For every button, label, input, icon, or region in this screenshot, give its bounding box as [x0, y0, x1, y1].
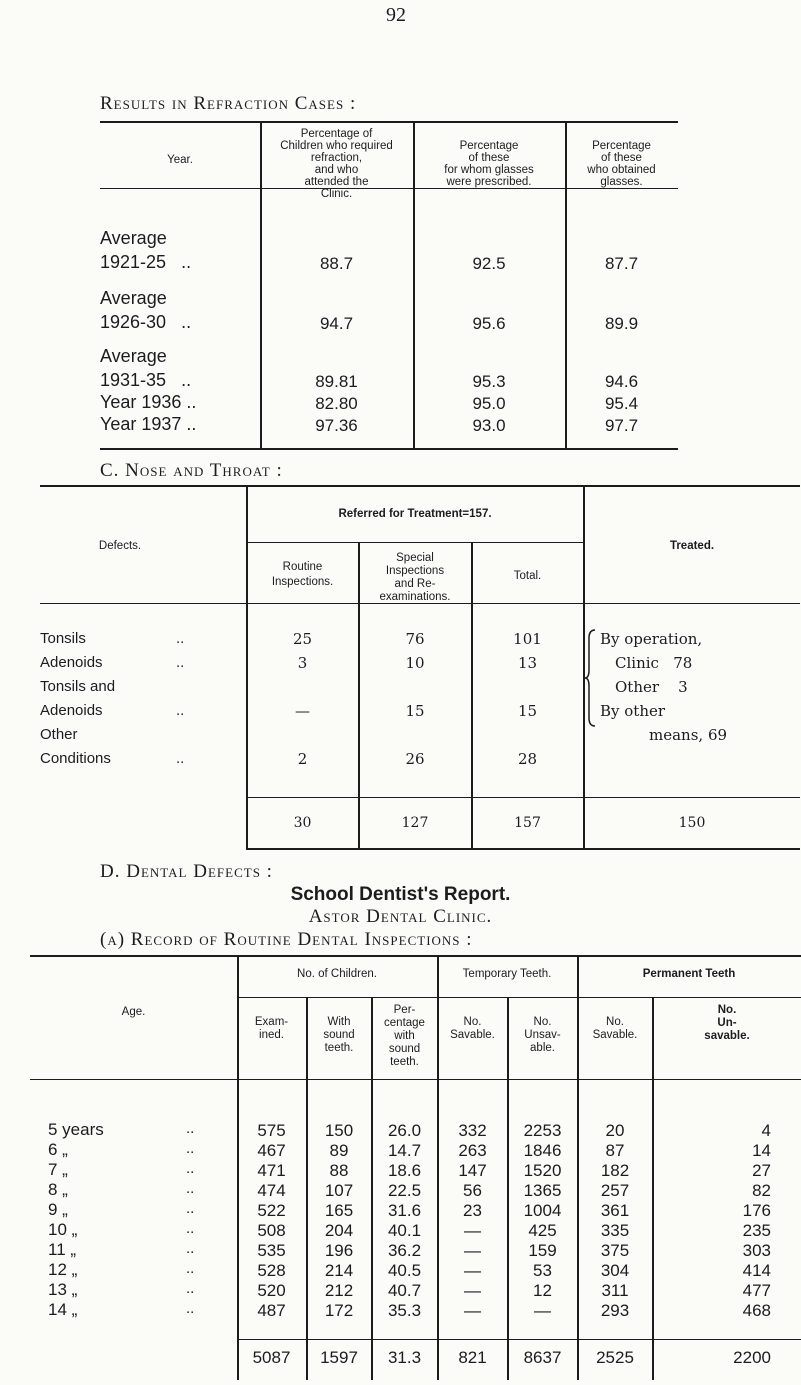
refraction-cell: 94.7 [319, 314, 354, 333]
dental-cell: 172 [324, 1301, 354, 1320]
dental-col-header: No. Savable. [592, 1016, 638, 1041]
dental-cell: 361 [600, 1201, 630, 1220]
dental-cell: 182 [600, 1161, 630, 1180]
dental-group-rule [237, 997, 801, 998]
dental-col-header: No. Unsav- able. [524, 1016, 561, 1054]
dental-age-label: 5 years [48, 1120, 104, 1139]
refraction-cell: 97.36 [315, 416, 358, 435]
dental-cell: 335 [600, 1221, 630, 1240]
nt-defect-label: Conditions .. [40, 750, 185, 767]
refraction-cell: 97.7 [604, 416, 639, 435]
refraction-cell: 88.7 [319, 254, 354, 273]
dental-cell: 4 [761, 1121, 771, 1140]
nt-defect-label: Tonsils and [40, 678, 116, 695]
dental-total-cell: 5087 [252, 1348, 291, 1367]
dental-cell: — [464, 1241, 481, 1260]
refraction-cell: 95.4 [604, 394, 639, 413]
dental-cell: 425 [528, 1221, 557, 1240]
dental-cell: 40.5 [387, 1261, 422, 1280]
dental-group-permanent: Permanent Teeth [642, 968, 736, 980]
dental-cell: 235 [742, 1221, 771, 1240]
refraction-cell: 93.0 [472, 416, 506, 435]
dental-leader-dots: .. [186, 1240, 195, 1257]
dental-leader-dots: .. [186, 1160, 195, 1177]
nt-total-cell: 150 [678, 815, 706, 831]
dental-cell: 150 [324, 1121, 354, 1140]
nt-header-routine: Routine Inspections. [271, 561, 334, 588]
dental-cell: 303 [742, 1241, 771, 1260]
dental-total-cell: 8637 [523, 1348, 562, 1367]
dental-cell: 14.7 [387, 1141, 422, 1160]
dental-cell: 2253 [523, 1121, 562, 1140]
refraction-cell: 95.6 [472, 314, 506, 333]
nt-header-referred: Referred for Treatment=157. [338, 508, 492, 520]
nt-defect-label: Adenoids .. [40, 702, 185, 719]
dental-title: D. Dental Defects : [100, 861, 273, 882]
dental-cell: 257 [600, 1181, 630, 1200]
nt-treated-line: Clinic 78 [615, 654, 693, 672]
refraction-row-label-top: Average [100, 228, 167, 248]
dental-cell: 304 [600, 1261, 630, 1280]
refraction-row-label: 1931-35 .. [100, 370, 192, 390]
dental-age-label: 11 „ [48, 1240, 77, 1259]
dental-cell: 487 [257, 1301, 286, 1320]
nt-cell: 3 [297, 654, 308, 672]
refraction-cell: 87.7 [604, 254, 639, 273]
dental-leader-dots: .. [186, 1300, 195, 1317]
nose-throat-title: C. Nose and Throat : [100, 460, 283, 481]
dental-cell: 159 [528, 1241, 557, 1260]
nt-cell: 101 [513, 630, 542, 648]
dental-age-label: 9 „ [48, 1200, 68, 1219]
dental-cell: 474 [257, 1181, 286, 1200]
dental-cell: 18.6 [387, 1161, 422, 1180]
refraction-bottom-rule [100, 448, 678, 450]
nt-top-rule [40, 485, 800, 487]
dental-cell: 575 [257, 1121, 286, 1140]
dental-cell: 1520 [523, 1161, 562, 1180]
dental-cell: 1365 [523, 1181, 562, 1200]
dental-clinic-title: Astor Dental Clinic. [308, 906, 493, 927]
dental-cell: 22.5 [387, 1181, 422, 1200]
dental-cell: 293 [600, 1301, 630, 1320]
refraction-header-obtained: Percentage of these who obtained glasses. [587, 140, 656, 188]
dental-cell: 1846 [523, 1141, 562, 1160]
dental-leader-dots: .. [186, 1120, 195, 1137]
dental-leader-dots: .. [186, 1220, 195, 1237]
dental-cell: — [464, 1301, 481, 1320]
refraction-row-label-top: Average [100, 346, 167, 366]
nt-total-rule [246, 797, 800, 798]
dental-cell: 12 [533, 1281, 552, 1300]
refraction-title: Results in Refraction Cases : [100, 93, 357, 114]
refraction-top-rule [100, 121, 678, 123]
nt-cell: 25 [292, 630, 313, 648]
refraction-header-year: Year. [167, 154, 193, 166]
dental-group-children: No. of Children. [297, 968, 377, 980]
dental-cell: 528 [257, 1261, 286, 1280]
dental-age-label: 7 „ [48, 1160, 68, 1179]
nt-defect-label: Other [40, 726, 78, 743]
dental-cell: 40.1 [387, 1221, 422, 1240]
refraction-row-label-top: Average [100, 288, 167, 308]
dental-age-label: 10 „ [48, 1220, 78, 1239]
dental-cell: — [464, 1261, 481, 1280]
nt-cell: 13 [517, 654, 538, 672]
dental-cell: 36.2 [387, 1241, 422, 1260]
dental-age-label: 14 „ [48, 1300, 78, 1319]
dental-cell: 20 [605, 1121, 625, 1140]
dental-cell: 165 [324, 1201, 354, 1220]
dental-cell: 471 [257, 1161, 286, 1180]
dental-header-age: Age. [121, 1006, 146, 1018]
nt-treated-line: By operation, [600, 630, 703, 648]
dental-cell: 56 [463, 1181, 482, 1200]
dental-leader-dots: .. [186, 1180, 195, 1197]
dental-cell: 26.0 [387, 1121, 422, 1140]
dental-cell: 520 [257, 1281, 286, 1300]
dental-cell: 332 [458, 1121, 487, 1140]
dental-cell: 89 [329, 1141, 349, 1160]
dental-cell: 477 [742, 1281, 771, 1300]
dental-cell: 82 [752, 1181, 771, 1200]
dental-cell: 35.3 [387, 1301, 422, 1320]
dental-cell: 1004 [523, 1201, 562, 1220]
dental-cell: 311 [601, 1281, 629, 1300]
nt-cell: 2 [297, 750, 308, 768]
dental-leader-dots: .. [186, 1140, 195, 1157]
dental-cell: 107 [324, 1181, 354, 1200]
nt-treated-line: means, 69 [649, 726, 728, 744]
nt-cell: 76 [405, 630, 425, 648]
refraction-row-label: Year 1936 .. [100, 392, 197, 412]
dental-col-header: No. Savable. [450, 1016, 495, 1041]
nt-treated-line: By other [600, 702, 666, 720]
dental-cell: 31.6 [387, 1201, 422, 1220]
dental-leader-dots: .. [186, 1260, 195, 1277]
dental-col-header: Exam- ined. [254, 1016, 289, 1041]
dental-cell: 147 [458, 1161, 487, 1180]
dental-cell: 87 [605, 1141, 625, 1160]
page-number: 92 [386, 4, 406, 26]
nt-treated-line: Other 3 [615, 678, 688, 696]
dental-top-rule [30, 955, 801, 957]
nt-cell: 10 [405, 654, 425, 672]
nt-cell: 26 [405, 750, 425, 768]
refraction-row-label: 1921-25 .. [100, 252, 192, 272]
nt-defect-label: Adenoids .. [40, 654, 185, 671]
nt-header-special: Special Inspections and Re- examinations. [379, 552, 451, 603]
dental-cell: 535 [257, 1241, 286, 1260]
dental-cell: 263 [458, 1141, 487, 1160]
nt-header-defects: Defects. [98, 540, 142, 552]
dental-total-cell: 2525 [596, 1348, 634, 1367]
dental-total-rule [237, 1339, 801, 1340]
nt-cell: 28 [517, 750, 538, 768]
refraction-row-label: Year 1937 .. [100, 414, 197, 434]
dental-cell: 40.7 [387, 1281, 422, 1300]
nt-cell: 15 [517, 702, 538, 720]
dental-total-cell: 2200 [733, 1348, 771, 1367]
dental-cell: 522 [257, 1201, 286, 1220]
refraction-cell: 95.0 [472, 394, 506, 413]
dental-record-title: (a) Record of Routine Dental Inspections : [100, 929, 473, 950]
refraction-cell: 95.3 [472, 372, 506, 391]
dental-cell: 414 [742, 1261, 771, 1280]
dental-header-rule [30, 1079, 801, 1080]
dental-cell: 214 [324, 1261, 354, 1280]
dental-cell: 23 [463, 1201, 482, 1220]
dental-leader-dots: .. [186, 1280, 195, 1297]
nt-header-total: Total. [513, 570, 542, 582]
nt-total-cell: 157 [514, 815, 541, 831]
dental-cell: 467 [257, 1141, 286, 1160]
dental-cell: 468 [742, 1301, 771, 1320]
dental-cell: — [534, 1301, 551, 1320]
nt-bottom-rule [246, 848, 800, 850]
dental-leader-dots: .. [186, 1200, 195, 1217]
refraction-cell: 92.5 [472, 254, 506, 273]
refraction-cell: 89.9 [604, 314, 639, 333]
dental-total-cell: 1597 [320, 1348, 358, 1367]
nt-cell: 15 [405, 702, 425, 720]
dental-report-title: School Dentist's Report. [290, 884, 511, 905]
dental-cell: 27 [752, 1161, 771, 1180]
nt-referred-rule [247, 542, 583, 543]
dental-total-cell: 31.3 [387, 1348, 422, 1367]
dental-cell: 212 [324, 1281, 354, 1300]
nt-defect-label: Tonsils .. [40, 630, 185, 647]
dental-cell: — [464, 1221, 481, 1240]
dental-col-header: Per- centage with sound teeth. [384, 1004, 425, 1068]
dental-cell: 204 [324, 1221, 354, 1240]
refraction-header-required: Percentage of Children who required refraction, and who attended the Clinic. [280, 128, 393, 200]
nt-header-treated: Treated. [669, 540, 715, 552]
dental-group-temporary: Temporary Teeth. [462, 968, 552, 980]
dental-cell: 14 [752, 1141, 771, 1160]
nt-col-divider [471, 542, 473, 849]
nt-cell: — [295, 702, 310, 720]
dental-col-header: No. Un- savable. [704, 1004, 750, 1042]
dental-cell: 53 [533, 1261, 552, 1280]
dental-total-cell: 821 [458, 1348, 487, 1367]
dental-cell: 196 [324, 1241, 354, 1260]
refraction-row-label: 1926-30 .. [100, 312, 192, 332]
dental-cell: — [464, 1281, 481, 1300]
dental-cell: 375 [600, 1241, 630, 1260]
refraction-header-prescribed: Percentage of these for whom glasses were prescribed. [444, 140, 534, 188]
refraction-cell: 89.81 [315, 372, 358, 391]
dental-age-label: 8 „ [48, 1180, 68, 1199]
dental-cell: 176 [742, 1201, 771, 1220]
nt-total-cell: 127 [401, 815, 429, 831]
refraction-cell: 94.6 [604, 372, 639, 391]
brace-icon [585, 628, 599, 728]
dental-age-label: 13 „ [48, 1280, 78, 1299]
dental-cell: 508 [257, 1221, 286, 1240]
dental-col-header: With sound teeth. [323, 1016, 355, 1054]
dental-age-label: 6 „ [48, 1140, 68, 1159]
dental-age-label: 12 „ [48, 1260, 78, 1279]
refraction-cell: 82.80 [315, 394, 358, 413]
nt-total-cell: 30 [293, 815, 312, 831]
dental-cell: 88 [329, 1161, 349, 1180]
